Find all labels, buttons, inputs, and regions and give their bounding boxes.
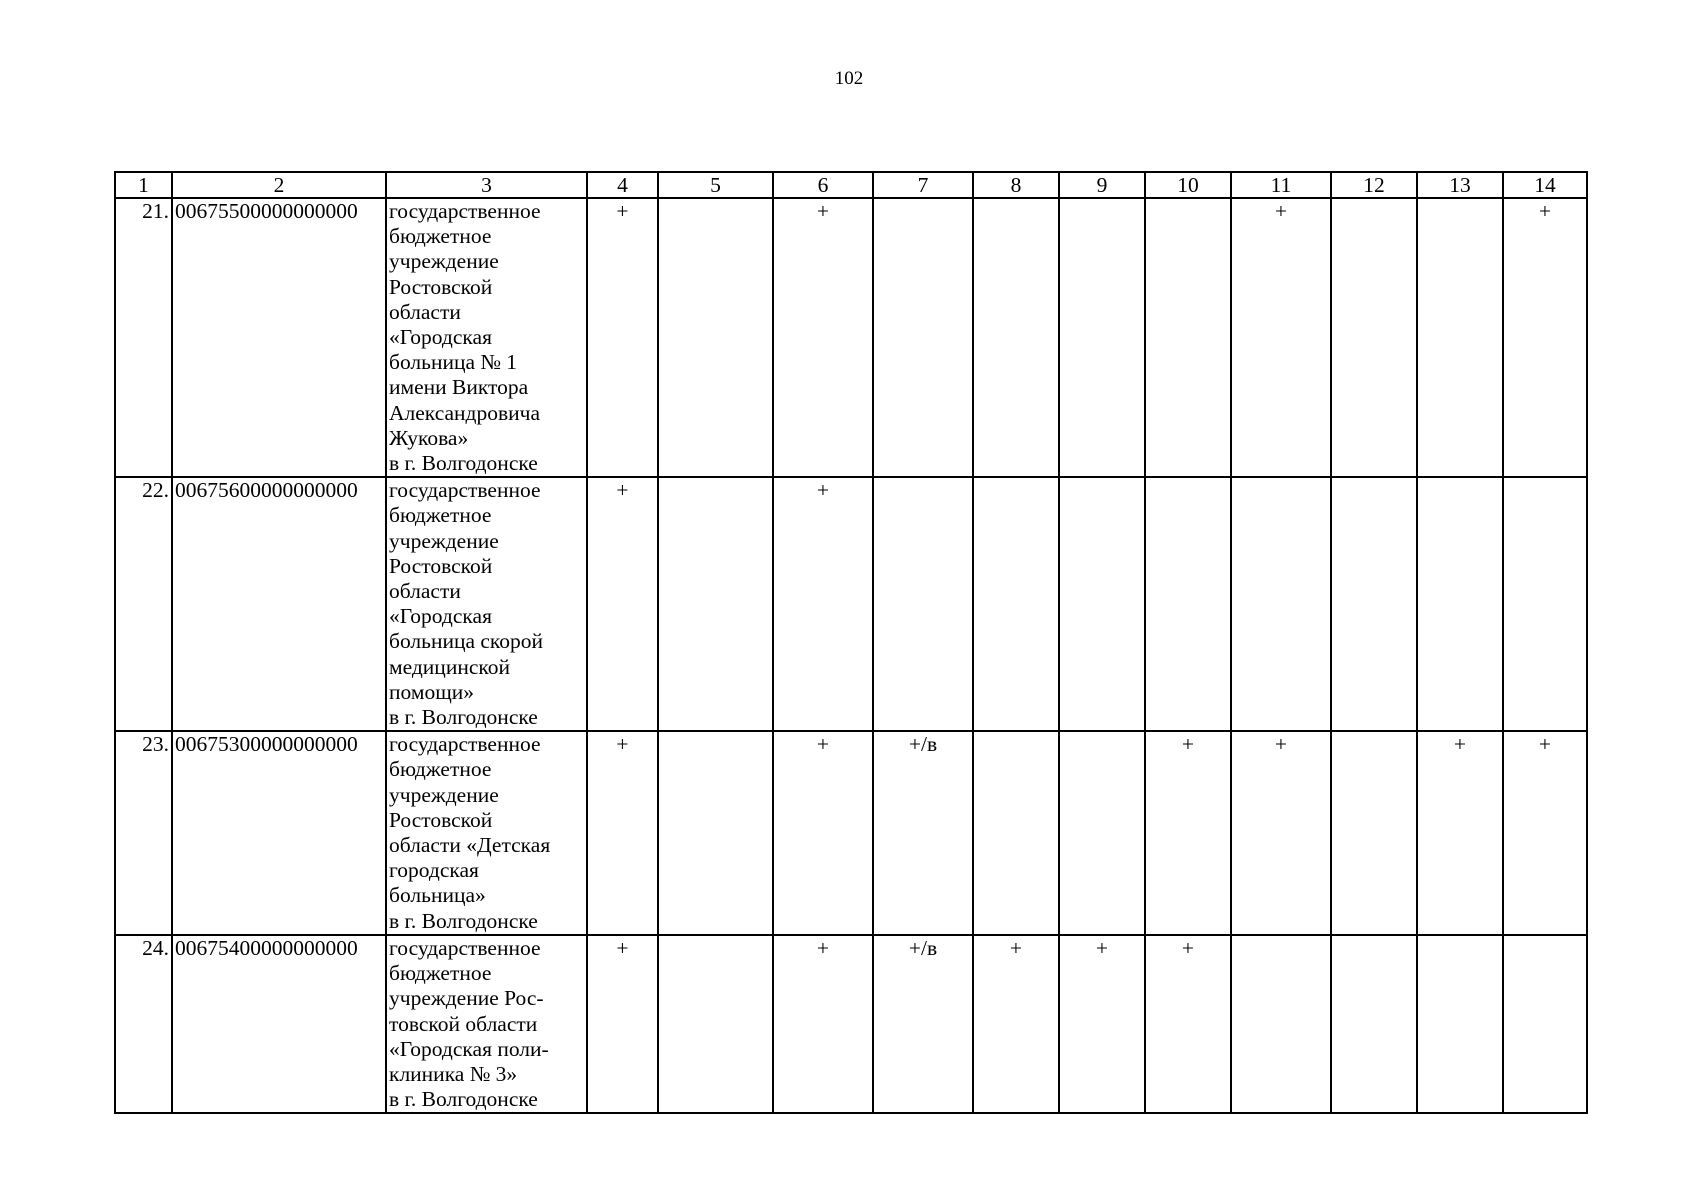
mark-cell-col-12 bbox=[1331, 731, 1417, 935]
mark-cell-col-14 bbox=[1503, 935, 1587, 1113]
mark-cell-col-13 bbox=[1417, 935, 1503, 1113]
row-number-cell: 23. bbox=[115, 731, 172, 935]
organization-code-cell: 00675500000000000 bbox=[172, 198, 386, 477]
organization-name-cell bbox=[386, 935, 587, 1113]
organization-name-line: медицинской bbox=[389, 654, 510, 679]
organization-name-line: бюджетное bbox=[389, 224, 492, 249]
organization-name-line: помощи» bbox=[389, 679, 475, 704]
column-header: 14 bbox=[1503, 172, 1587, 198]
table-row bbox=[115, 731, 1587, 935]
mark-cell-col-14: + bbox=[1503, 731, 1587, 935]
organization-name-line: учреждение Рос- bbox=[389, 986, 544, 1011]
mark-cell-col-13: + bbox=[1417, 731, 1503, 935]
organization-name-line: бюджетное bbox=[389, 961, 492, 986]
mark-cell-col-5 bbox=[658, 477, 773, 731]
mark-cell-col-4: + bbox=[587, 935, 658, 1113]
column-header: 9 bbox=[1059, 172, 1145, 198]
mark-cell-col-11: + bbox=[1231, 198, 1331, 477]
organization-name-line: больница скорой bbox=[389, 629, 544, 654]
organization-name-line: больница № 1 bbox=[389, 350, 518, 375]
column-header: 10 bbox=[1145, 172, 1231, 198]
organization-name-line: имени Виктора bbox=[389, 375, 529, 400]
organization-name-line: области bbox=[389, 299, 461, 324]
registry-table bbox=[114, 171, 1588, 1114]
organization-code-cell: 00675400000000000 bbox=[172, 935, 386, 1113]
organization-name-line: учреждение bbox=[389, 782, 499, 807]
organization-name-line: бюджетное bbox=[389, 503, 492, 528]
organization-name-line: в г. Волгодонске bbox=[389, 1087, 538, 1112]
organization-name-line: Ростовской bbox=[389, 553, 493, 578]
mark-cell-col-11 bbox=[1231, 477, 1331, 731]
organization-name-cell bbox=[386, 198, 587, 477]
column-header: 4 bbox=[587, 172, 658, 198]
organization-name-line: Ростовской bbox=[389, 807, 493, 832]
mark-cell-col-8: + bbox=[973, 935, 1059, 1113]
organization-name-line: клиника № 3» bbox=[389, 1061, 518, 1086]
column-header: 8 bbox=[973, 172, 1059, 198]
organization-name-line: области «Детская bbox=[389, 833, 551, 858]
organization-name-line: государственное bbox=[389, 935, 541, 960]
table-body bbox=[115, 172, 1587, 1113]
organization-name-line: городская bbox=[389, 858, 479, 883]
column-header: 1 bbox=[115, 172, 172, 198]
organization-name-line: больница» bbox=[389, 883, 486, 908]
mark-cell-col-8 bbox=[973, 198, 1059, 477]
mark-cell-col-14 bbox=[1503, 477, 1587, 731]
organization-name-line: учреждение bbox=[389, 528, 499, 553]
mark-cell-col-13 bbox=[1417, 198, 1503, 477]
mark-cell-col-12 bbox=[1331, 935, 1417, 1113]
mark-cell-col-10 bbox=[1145, 198, 1231, 477]
column-header: 5 bbox=[658, 172, 773, 198]
organization-code-cell: 00675300000000000 bbox=[172, 731, 386, 935]
organization-code-cell: 00675600000000000 bbox=[172, 477, 386, 731]
mark-cell-col-10: + bbox=[1145, 731, 1231, 935]
mark-cell-col-5 bbox=[658, 198, 773, 477]
mark-cell-col-11 bbox=[1231, 935, 1331, 1113]
mark-cell-col-6: + bbox=[773, 198, 873, 477]
organization-name-line: бюджетное bbox=[389, 757, 492, 782]
mark-cell-col-4: + bbox=[587, 198, 658, 477]
organization-name-line: в г. Волгодонске bbox=[389, 705, 538, 730]
mark-cell-col-7 bbox=[873, 477, 973, 731]
organization-name-line: в г. Волгодонске bbox=[389, 451, 538, 476]
row-number-cell: 24. bbox=[115, 935, 172, 1113]
organization-name-line: Ростовской bbox=[389, 274, 493, 299]
mark-cell-col-11: + bbox=[1231, 731, 1331, 935]
row-number-cell: 22. bbox=[115, 477, 172, 731]
column-header: 13 bbox=[1417, 172, 1503, 198]
organization-name-line: «Городская bbox=[389, 604, 492, 629]
mark-cell-col-13 bbox=[1417, 477, 1503, 731]
mark-cell-col-9 bbox=[1059, 731, 1145, 935]
row-number-cell: 21. bbox=[115, 198, 172, 477]
table-row bbox=[115, 935, 1587, 1113]
mark-cell-col-6: + bbox=[773, 477, 873, 731]
mark-cell-col-12 bbox=[1331, 477, 1417, 731]
table-row bbox=[115, 477, 1587, 731]
mark-cell-col-4: + bbox=[587, 731, 658, 935]
organization-name-line: учреждение bbox=[389, 249, 499, 274]
table-row bbox=[115, 198, 1587, 477]
mark-cell-col-6: + bbox=[773, 935, 873, 1113]
column-header: 6 bbox=[773, 172, 873, 198]
organization-name-line: области bbox=[389, 579, 461, 604]
mark-cell-col-5 bbox=[658, 731, 773, 935]
mark-cell-col-4: + bbox=[587, 477, 658, 731]
organization-name-line: «Городская поли- bbox=[389, 1036, 549, 1061]
column-header: 11 bbox=[1231, 172, 1331, 198]
mark-cell-col-14: + bbox=[1503, 198, 1587, 477]
column-header: 3 bbox=[386, 172, 587, 198]
mark-cell-col-8 bbox=[973, 477, 1059, 731]
organization-name-line: «Городская bbox=[389, 325, 492, 350]
mark-cell-col-9 bbox=[1059, 477, 1145, 731]
mark-cell-col-9: + bbox=[1059, 935, 1145, 1113]
organization-name-line: Жукова» bbox=[389, 425, 469, 450]
mark-cell-col-10 bbox=[1145, 477, 1231, 731]
organization-name-line: государственное bbox=[389, 478, 541, 503]
organization-name-line: Александровича bbox=[389, 400, 541, 425]
mark-cell-col-6: + bbox=[773, 731, 873, 935]
mark-cell-col-10: + bbox=[1145, 935, 1231, 1113]
mark-cell-col-8 bbox=[973, 731, 1059, 935]
organization-name-line: в г. Волгодонске bbox=[389, 908, 538, 933]
mark-cell-col-7 bbox=[873, 198, 973, 477]
mark-cell-col-9 bbox=[1059, 198, 1145, 477]
mark-cell-col-12 bbox=[1331, 198, 1417, 477]
mark-cell-col-7: +/в bbox=[873, 935, 973, 1113]
table-header-row bbox=[115, 172, 1587, 198]
organization-name-line: государственное bbox=[389, 199, 541, 223]
column-header: 12 bbox=[1331, 172, 1417, 198]
organization-name-cell bbox=[386, 731, 587, 935]
column-header: 7 bbox=[873, 172, 973, 198]
organization-name-line: государственное bbox=[389, 732, 541, 757]
mark-cell-col-7: +/в bbox=[873, 731, 973, 935]
column-header: 2 bbox=[172, 172, 386, 198]
page-number: 102 bbox=[834, 68, 864, 89]
mark-cell-col-5 bbox=[658, 935, 773, 1113]
organization-name-cell bbox=[386, 477, 587, 731]
organization-name-line: товской области bbox=[389, 1011, 538, 1036]
